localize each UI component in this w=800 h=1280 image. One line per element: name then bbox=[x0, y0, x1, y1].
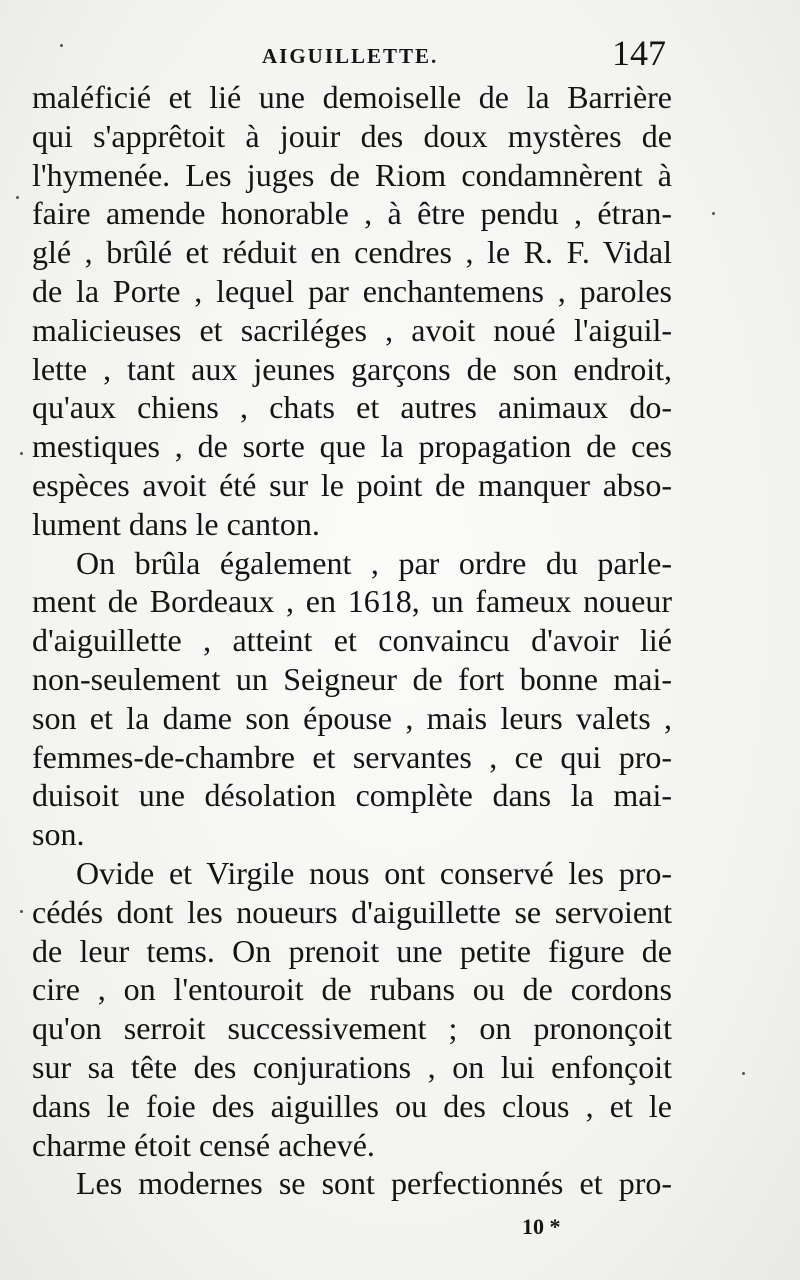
text-line: son et la dame son épouse , mais leurs valets , bbox=[32, 699, 672, 736]
text-line: qui s'apprêtoit à jouir des doux mystères de bbox=[32, 117, 672, 154]
text-line: lette , tant aux jeunes garçons de son endroit, bbox=[32, 350, 672, 387]
text-line: qu'aux chiens , chats et autres animaux do- bbox=[32, 389, 672, 426]
ink-speck bbox=[20, 910, 23, 913]
text-line: faire amende honorable , à être pendu , étran- bbox=[32, 195, 672, 232]
text-line: mestiques , de sorte que la propagation de ces bbox=[32, 428, 672, 465]
text-line: cédés dont les noueurs d'aiguillette se servoient bbox=[32, 893, 672, 930]
text-line: d'aiguillette , atteint et convaincu d'avoir lié bbox=[32, 622, 672, 659]
text-line: sur sa tête des conjurations , on lui enfonçoit bbox=[32, 1048, 672, 1085]
text-line: glé , brûlé et réduit en cendres , le R. F. Vidal bbox=[32, 234, 672, 271]
page-number: 147 bbox=[612, 33, 666, 73]
text-line: lument dans le canton. bbox=[32, 505, 320, 542]
running-head: AIGUILLETTE. bbox=[262, 44, 439, 68]
text-line: l'hymenée. Les juges de Riom condamnèrent à bbox=[32, 156, 672, 193]
text-line: qu'on serroit successivement ; on prononçoit bbox=[32, 1010, 672, 1047]
text-line: charme étoit censé achevé. bbox=[32, 1126, 375, 1163]
paragraph-first-line: Ovide et Virgile nous ont conservé les pro- bbox=[76, 854, 672, 891]
text-line: son. bbox=[32, 816, 85, 853]
text-line: malicieuses et sacriléges , avoit noué l'aiguil- bbox=[32, 311, 672, 348]
text-line: femmes-de-chambre et servantes , ce qui pro- bbox=[32, 738, 672, 775]
text-line: de leur tems. On prenoit une petite figure de bbox=[32, 932, 672, 969]
signature-mark: 10 * bbox=[522, 1214, 561, 1239]
paragraph-first-line: Les modernes se sont perfectionnés et pro- bbox=[76, 1165, 672, 1202]
page-header bbox=[0, 28, 800, 78]
text-line: cire , on l'entouroit de rubans ou de cordons bbox=[32, 971, 672, 1008]
text-line: espèces avoit été sur le point de manquer abso- bbox=[32, 466, 672, 503]
ink-speck bbox=[712, 212, 715, 215]
text-line: ment de Bordeaux , en 1618, un fameux noueur bbox=[32, 583, 672, 620]
ink-speck bbox=[16, 196, 19, 199]
paragraph-first-line: On brûla également , par ordre du parle- bbox=[76, 544, 672, 581]
text-line: duisoit une désolation complète dans la mai- bbox=[32, 777, 672, 814]
text-line: dans le foie des aiguilles ou des clous , et le bbox=[32, 1087, 672, 1124]
ink-speck bbox=[20, 452, 23, 455]
ink-speck bbox=[60, 44, 63, 47]
text-line: maléficié et lié une demoiselle de la Barrière bbox=[32, 79, 672, 115]
text-line: non-seulement un Seigneur de fort bonne mai- bbox=[32, 660, 672, 697]
ink-speck bbox=[742, 1072, 745, 1075]
body-text bbox=[32, 78, 672, 1203]
text-line: de la Porte , lequel par enchantemens , paroles bbox=[32, 272, 672, 309]
